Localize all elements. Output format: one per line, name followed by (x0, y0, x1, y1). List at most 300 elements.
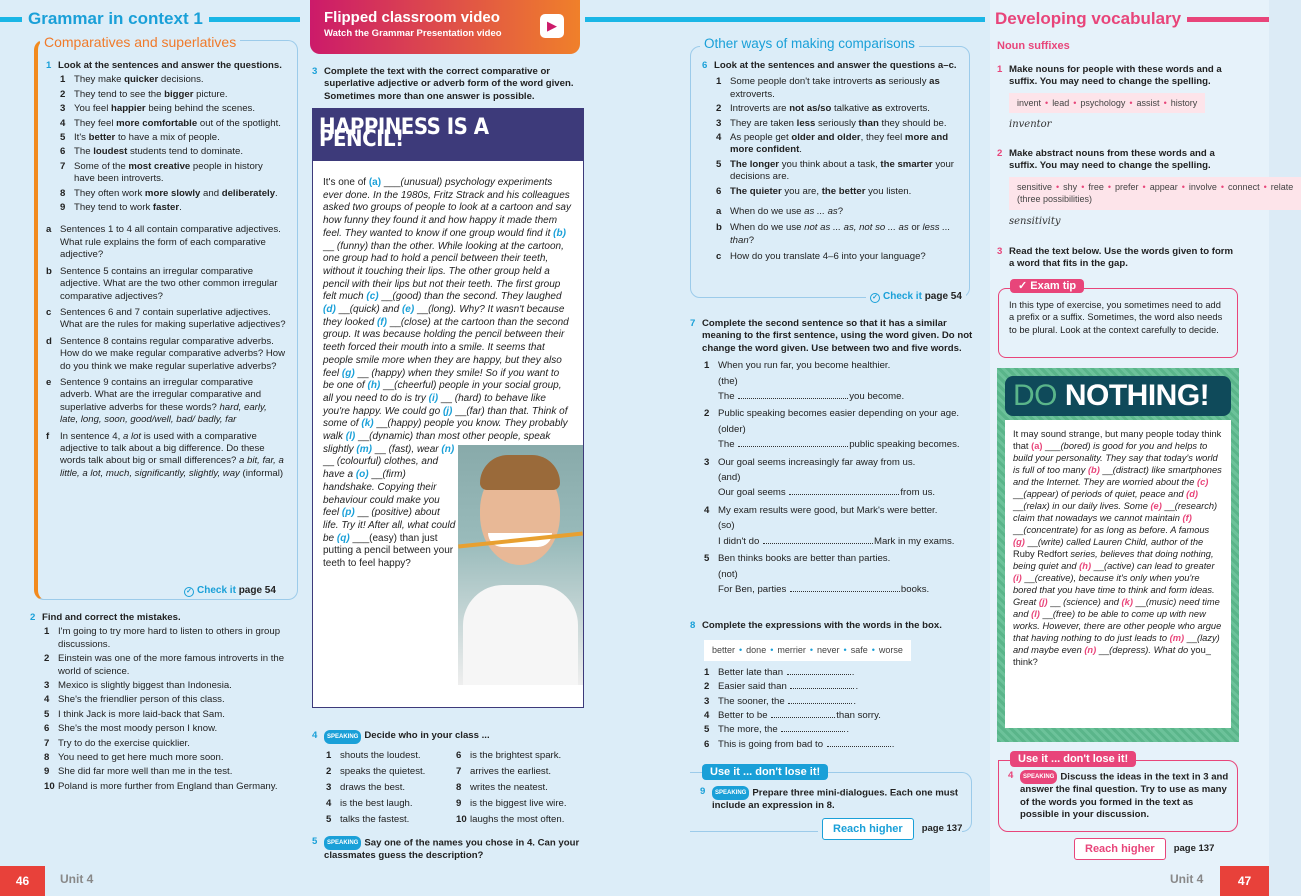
word-option: appear (1149, 181, 1178, 192)
first-sentence: My exam results were good, but Mark's were better. (718, 504, 938, 516)
item-number: 5 (60, 132, 66, 144)
question-text: Sentence 8 contains regular comparative adverbs. How do we make regular comparative adverbs? How do you think we make regular superlative adverbs? (60, 335, 286, 372)
question-letter: c (46, 306, 52, 318)
exercise-number: 3 (312, 66, 318, 77)
item-text: They are taken less seriously than they should be. (730, 117, 947, 129)
gap-label: (l) (1031, 609, 1040, 619)
expression-item (704, 667, 975, 679)
item-number: 7 (60, 160, 66, 172)
gap-label: (m) (1169, 633, 1185, 643)
item-number: 9 (44, 766, 50, 778)
item-number: 3 (326, 782, 332, 794)
exercise-6 (702, 60, 964, 268)
word-option: invent (1017, 97, 1042, 108)
speaking-item (456, 750, 586, 762)
word-box: invent • lead • psychology • assist • history (1009, 93, 1205, 113)
item-number: 9 (456, 798, 462, 810)
item-number: 3 (704, 695, 710, 707)
example-sentence (60, 132, 286, 144)
handwritten-answer: sensitivity (1009, 215, 1061, 227)
expression-item (704, 696, 975, 708)
item-text: arrives the earliest. (470, 766, 552, 778)
exam-tip-text: In this type of exercise, you sometimes need to add a prefix or a suffix. Sometimes, the word also needs to be plural. Look at the context carefully to decide. (1009, 300, 1223, 335)
word-option: worse (878, 645, 903, 656)
item-number: 9 (60, 202, 66, 214)
expression-item (704, 724, 975, 736)
gap-label: (g) (341, 367, 355, 379)
item-text: They tend to see the bigger picture. (74, 88, 228, 100)
transformation-item (704, 360, 975, 403)
reach-higher-button[interactable]: Reach higher (822, 818, 914, 840)
item-text: shouts the loudest. (340, 750, 421, 762)
subtitle: Noun suffixes (997, 40, 1070, 52)
question-text: Sentence 9 contains an irregular comparative adverb. What are the irregular comparative and superlative adverbs for these words? hard, early, late, long, soon, good/well, bad/ badly, far (60, 376, 267, 426)
item-text: They often work more slowly and deliberately. (74, 187, 278, 199)
expression-item (704, 710, 975, 722)
word-option: assist (1136, 97, 1160, 108)
item-number: 4 (44, 694, 50, 706)
instruction: Complete the expressions with the words in the box. (702, 620, 942, 631)
item-number: 1 (326, 750, 332, 762)
question-text: Sentence 5 contains an irregular comparative adjective. What are the two other common irregular comparative adjectives? (60, 265, 278, 302)
item-number: 8 (60, 187, 66, 199)
item-number: 4 (326, 798, 332, 810)
exercise-1 (46, 60, 286, 484)
word-option: never (817, 645, 840, 656)
instruction: Complete the second sentence so that it has a similar meaning to the first sentence, using the word given. Do not change the word given. Use between two and five words. (702, 318, 973, 354)
smiling-man-photo (458, 445, 583, 685)
question-letter: a (716, 206, 722, 218)
instruction: Make nouns for people with these words and a suffix. You may need to change the spelling. (1009, 64, 1222, 88)
item-number: 5 (44, 708, 50, 720)
item-number: 5 (716, 158, 722, 170)
divider (209, 17, 300, 22)
unit-label: Unit 4 (60, 872, 94, 886)
vocab-exercise-1 (997, 64, 1237, 132)
item-text: This is going from bad to . (718, 738, 895, 750)
item-number: 2 (704, 408, 710, 420)
page-number: 47 (1220, 866, 1269, 896)
item-text: I think Jack is more laid-back that Sam. (58, 708, 225, 720)
grammar-box-title: Comparatives and superlatives (40, 36, 240, 48)
item-number: 2 (44, 653, 50, 665)
question-letter: b (46, 265, 52, 277)
instruction: Complete the text with the correct comparative or superlative adjective or adverb form of the word given. Sometimes more than one answer is possible. (324, 66, 574, 102)
given-word: (older) (718, 423, 746, 435)
exercise-4 (312, 730, 587, 828)
exercise-number: 1 (46, 60, 52, 71)
exercise-7 (690, 318, 975, 601)
gap-label: (f) (376, 316, 387, 328)
mistake-sentence (44, 766, 295, 778)
gap-blank[interactable] (738, 439, 848, 447)
speaking-item (326, 782, 456, 794)
exercise-5 (312, 836, 587, 863)
check-page: page 54 (238, 585, 276, 596)
item-number: 4 (60, 117, 66, 129)
example-sentence (60, 74, 286, 86)
question-letter: c (716, 251, 722, 263)
second-sentence: The public speaking becomes. (718, 439, 960, 451)
mistake-sentence (44, 752, 295, 764)
use-it-label: Use it ... don't lose it! (1010, 751, 1136, 767)
word-option: safe (850, 645, 868, 656)
word-option: psychology (1080, 97, 1126, 108)
item-number: 1 (704, 666, 710, 678)
speaking-badge: SPEAKING (324, 730, 361, 744)
article-title: HAPPINESS IS A PENCIL! (313, 109, 583, 161)
item-number: 6 (44, 723, 50, 735)
question-text: Sentences 1 to 4 all contain comparative adjectives. What rule explains the form of each comparative adjective? (60, 224, 281, 261)
example-sentence (60, 118, 286, 130)
question (46, 266, 286, 303)
mistake-sentence (44, 723, 295, 735)
reach-higher-button[interactable]: Reach higher (1074, 838, 1166, 860)
instruction: Look at the sentences and answer the questions. (58, 60, 282, 71)
gap-label: (n) (1084, 645, 1097, 655)
gap-blank[interactable] (789, 487, 899, 495)
check-it-label: Check it (883, 291, 922, 302)
first-sentence: When you run far, you become healthier. (718, 360, 891, 372)
gap-label: (a) (1031, 441, 1043, 451)
item-text: writes the neatest. (470, 782, 548, 794)
gap-blank[interactable] (771, 710, 835, 718)
question-text: How do you translate 4–6 into your language? (730, 251, 926, 263)
play-video-icon[interactable]: ▶ (540, 14, 564, 38)
instruction: Discuss the ideas in the text in 3 and answer the final question. Try to use as many of the words you formed in the text as possible in your discussion. (1020, 771, 1229, 821)
item-text: Mexico is slightly biggest than Indonesia. (58, 680, 232, 692)
example-sentence (60, 103, 286, 115)
word-option: connect (1228, 181, 1260, 192)
first-sentence: Public speaking becomes easier depending on your age. (718, 408, 960, 420)
instruction: Find and correct the mistakes. (42, 612, 181, 623)
mistake-sentence (44, 680, 295, 692)
item-text: Poland is more further from England than Germany. (58, 780, 278, 792)
item-text: They tend to work faster. (74, 202, 182, 214)
example-sentence (716, 186, 964, 198)
reach-higher-link[interactable] (818, 818, 962, 840)
vocab-exercise-3 (997, 246, 1237, 271)
item-number: 3 (44, 680, 50, 692)
unit-label: Unit 4 (1170, 872, 1204, 886)
item-text: I'm going to try more hard to listen to others in group discussions. (58, 626, 281, 650)
speaking-item (326, 814, 456, 826)
item-number: 1 (60, 74, 66, 86)
second-sentence: I didn't do Mark in my exams. (718, 535, 955, 547)
gap-label: (i) (428, 392, 439, 404)
divider (0, 17, 22, 22)
mistake-sentence (44, 709, 295, 721)
item-text: Some people don't take introverts as seriously as extroverts. (730, 76, 940, 100)
first-sentence: Our goal seems increasingly far away from us. (718, 456, 916, 468)
section-title: Developing vocabulary (995, 8, 1182, 28)
question (46, 307, 286, 332)
gap-label: (o) (355, 469, 369, 481)
item-text: The more, the . (718, 724, 850, 736)
given-word: (the) (718, 375, 738, 387)
divider (585, 8, 985, 30)
article-do-nothing (997, 368, 1239, 742)
example-sentence (716, 159, 964, 184)
example-sentence (60, 146, 286, 158)
exam-tip-box (998, 288, 1238, 358)
item-text: She's the most moody person I know. (58, 723, 218, 735)
gap-label: (b) (553, 227, 566, 239)
article-text: It's one of (a) ___(unusual) psychology experiments ever done. In the 1980s, Fritz Strack and his colleagues asked two groups of people to look at a cartoon and say how funny they found it and how happy it made them feel. They wanted to know if one group would find it (b) __ (funny) than the other. While looking at the cartoon, one group had to hold a pencil between their teeth, without it touching their lips. The other group held a pencil with their lips but not their teeth. The first group felt much (c) __(good) than the second. They laughed (d) __(quick) and (e) __(long). Why? It wasn't because they looked (f) __(close) at the cartoon than the second group. It was because holding the pencil between their teeth forced their mouth into a smile. It seems that people smile more when they are happy, but they also feel (g) __ (happy) when they smile! So if you want to be one of (h) __(cheerful) people in your social group, all you need to do is try (i) __ (hard) to behave like you're happy. We could go (j) __(far) than that. Think of some of (k) __(happy) people you know. They probably walk (l) __(dynamic) than most other people, speak slightly (m) __ (fast), wear (n) __ (colourful) clothes, and have a (o) __(firm) handshake. Copying their behaviour could make you feel (p) __ (positive) about life. Try it! After all, what could be (q) ___(easy) than just putting a pencil between your teeth to feel happy? (323, 177, 571, 570)
item-text: is the brightest spark. (470, 750, 562, 762)
speaking-item (456, 766, 586, 778)
word-option: involve (1188, 181, 1217, 192)
word-option: sensitive (1017, 181, 1053, 192)
exercise-number: 8 (690, 620, 696, 631)
item-number: 6 (456, 750, 462, 762)
item-number: 3 (60, 103, 66, 115)
check-icon: ✓ (870, 293, 880, 303)
video-subtitle: Watch the Grammar Presentation video (324, 28, 502, 39)
example-sentence (60, 202, 286, 214)
comparisons-box-title: Other ways of making comparisons (700, 38, 919, 50)
exercise-2 (30, 612, 295, 795)
article-text: It may sound strange, but many people today think that (a) ___(bored) is good for you and helps to build your personality. They say that today's world is full of too many (b) __(distract) like smartphones and the Internet. They are worried about the (c) __(appear) of periods of quiet, peace and (d) __(relax) in our daily lives. Some (e) __(research) claim that nowadays we cannot maintain (f) __(concentrate) for as long as before. A famous (g) __(write) called Lauren Child, author of the Ruby Redfort series, believes that doing nothing, being quiet and (h) __(active) can lead to greater (i) __(creative), because it's only when you're bored that you have time to think and form ideas. Great (j) __ (science) and (k) __(music) need time and (l) __(free) to be able to come up with new works. However, there are other people who argue that having nothing to do just leads to (m) __(lazy) and maybe even (n) __(depress). What do you_ think? (1005, 420, 1231, 728)
gap-blank[interactable] (787, 667, 851, 675)
gap-label: (h) (367, 380, 381, 392)
item-number: 8 (44, 752, 50, 764)
speaking-badge: SPEAKING (324, 836, 361, 850)
item-number: 10 (456, 814, 467, 826)
exercise-9 (700, 786, 965, 813)
item-number: 2 (716, 103, 722, 115)
item-number: 10 (44, 780, 55, 792)
reach-page: page 137 (921, 823, 963, 834)
flipped-video-banner[interactable] (310, 0, 580, 54)
item-text: She's the friendlier person of this class. (58, 694, 225, 706)
exercise-number: 5 (312, 836, 318, 847)
speaking-item (456, 798, 586, 810)
item-text: Better late than . (718, 666, 855, 678)
item-text: Better to be than sorry. (718, 710, 881, 722)
item-text: laughs the most often. (470, 814, 565, 826)
item-text: The loudest students tend to dominate. (74, 146, 244, 158)
exercise-number: 2 (997, 148, 1003, 159)
word-option: done (746, 645, 767, 656)
check-it-link[interactable] (180, 585, 280, 597)
item-number: 3 (704, 456, 710, 468)
vocab-exercise-2 (997, 148, 1294, 228)
question (46, 224, 286, 261)
exam-tip-label: ✓ Exam tip (1010, 279, 1084, 293)
item-text: draws the best. (340, 782, 406, 794)
exercise-8 (690, 620, 975, 753)
gap-label: (q) (336, 532, 350, 544)
question (716, 251, 964, 263)
item-text: As people get older and older, they feel more and more confident. (730, 132, 949, 156)
gap-label: (i) (1013, 573, 1022, 583)
word-box: better • done • merrier • never • safe • worse (704, 640, 911, 660)
item-text: She did far more well than me in the test. (58, 766, 233, 778)
reach-page: page 137 (1173, 843, 1215, 854)
item-number: 6 (60, 146, 66, 158)
word-option: lead (1052, 97, 1070, 108)
check-icon: ✓ (184, 587, 194, 597)
example-sentence (716, 118, 964, 130)
expression-item (704, 739, 975, 751)
item-number: 5 (704, 724, 710, 736)
word-option: merrier (777, 645, 806, 656)
gap-label: (p) (341, 507, 355, 519)
exercise-number: 6 (702, 60, 708, 71)
question-text: In sentence 4, a lot is used with a comparative adjective to talk about a big difference. Do these words talk about big or small differences? a bit, far, a little, a lot, much, significantly, slightly, way (informal) (60, 430, 284, 479)
item-text: Some of the most creative people in history have been introverts. (74, 160, 263, 185)
item-number: 1 (716, 76, 722, 88)
gap-blank[interactable] (827, 739, 891, 747)
gap-label: (c) (1197, 477, 1209, 487)
item-text: You feel happier being behind the scenes. (74, 103, 256, 115)
second-sentence: For Ben, parties books. (718, 583, 930, 595)
example-sentence (716, 132, 964, 157)
item-number: 2 (704, 681, 710, 693)
question (716, 222, 964, 247)
item-number: 6 (716, 185, 722, 197)
question (46, 431, 286, 481)
question (46, 336, 286, 373)
gap-label: (f) (1182, 513, 1192, 523)
question (716, 206, 964, 218)
question-letter: e (46, 376, 52, 388)
question-letter: d (46, 335, 52, 347)
exercise-number: 1 (997, 64, 1003, 75)
given-word: (and) (718, 472, 741, 484)
transformation-item (704, 408, 975, 451)
gap-label: (h) (1079, 561, 1092, 571)
item-number: 5 (326, 814, 332, 826)
example-sentence (60, 188, 286, 200)
word-option: prefer (1115, 181, 1139, 192)
gap-label: (k) (1121, 597, 1133, 607)
instruction: Decide who in your class ... (364, 730, 490, 741)
use-it-label: Use it ... don't lose it! (702, 764, 828, 780)
gap-blank[interactable] (763, 536, 873, 544)
check-it-link[interactable] (866, 291, 966, 303)
gap-label: (l) (345, 431, 356, 443)
item-number: 5 (704, 553, 710, 565)
item-number: 2 (326, 766, 332, 778)
question-letter: a (46, 224, 52, 236)
expression-item (704, 681, 975, 693)
gap-label: (k) (361, 418, 374, 430)
item-text: They make quicker decisions. (74, 74, 204, 86)
question-letter: f (46, 430, 50, 442)
section-title: Grammar in context 1 (28, 8, 203, 28)
speaking-badge: SPEAKING (1020, 770, 1057, 784)
exercise-number: 2 (30, 612, 36, 623)
speaking-item (326, 798, 456, 810)
example-sentence (60, 89, 286, 101)
gap-label: (d) (323, 304, 336, 316)
question-text: When do we use as ... as? (730, 206, 844, 218)
gap-blank[interactable] (738, 391, 848, 399)
exercise-number: 9 (700, 786, 706, 797)
transformation-item (704, 457, 975, 500)
gap-blank[interactable] (790, 584, 900, 592)
item-text: It's better to have a mix of people. (74, 132, 220, 144)
word-option: better (712, 645, 736, 656)
item-text: Try to do the exercise quicklier. (58, 737, 190, 749)
exercise-number: 4 (1008, 770, 1014, 781)
gap-label: (e) (1150, 501, 1162, 511)
gap-label: (j) (442, 405, 453, 417)
item-text: speaks the quietest. (340, 766, 426, 778)
section-header (995, 8, 1269, 30)
item-text: Introverts are not as/so talkative as extroverts. (730, 103, 930, 115)
handwritten-answer: inventor (1009, 119, 1052, 131)
article-happiness (312, 108, 584, 708)
question-letter: b (716, 222, 722, 234)
example-sentence (60, 161, 286, 186)
gap-label: (m) (356, 443, 372, 455)
item-number: 4 (704, 504, 710, 516)
item-number: 4 (716, 132, 722, 144)
second-sentence: Our goal seems from us. (718, 487, 936, 499)
item-number: 8 (456, 782, 462, 794)
mistake-sentence (44, 626, 295, 651)
question-text: When do we use not as ... as, not so ... as or less ... than? (730, 222, 951, 246)
item-text: is the biggest live wire. (470, 798, 567, 810)
instruction: Look at the sentences and answer the questions a–c. (714, 60, 957, 71)
item-number: 1 (704, 360, 710, 372)
item-text: You need to get here much more soon. (58, 752, 224, 764)
transformation-item (704, 505, 975, 548)
gap-label: (d) (1186, 489, 1199, 499)
word-option: relate (three possibilities) (1017, 181, 1294, 205)
gap-label: (g) (1013, 537, 1025, 547)
instruction: Say one of the names you chose in 4. Can your classmates guess the description? (324, 837, 580, 862)
word-option: free (1088, 181, 1104, 192)
item-number: 1 (44, 626, 50, 638)
exercise-number: 3 (997, 246, 1003, 257)
word-option: shy (1063, 181, 1078, 192)
exercise-3 (312, 66, 587, 103)
instruction: Prepare three mini-dialogues. Each one must include an expression in 8. (712, 787, 959, 812)
word-box: sensitive • shy • free • prefer • appear • involve • connect • relate (three possibilities) (1009, 177, 1301, 210)
instruction: Read the text below. Use the words given to form a word that fits in the gap. (1009, 246, 1234, 270)
exercise-number: 4 (312, 730, 318, 741)
instruction: Make abstract nouns from these words and a suffix. You may need to change the spelling. (1009, 148, 1215, 172)
first-sentence: Ben thinks books are better than parties. (718, 553, 891, 565)
item-text: Einstein was one of the more famous introverts in the world of science. (58, 653, 285, 677)
gap-label: (c) (366, 291, 379, 303)
gap-blank[interactable] (788, 696, 852, 704)
article-title: DO NOTHING! (1005, 376, 1231, 416)
section-header (0, 8, 300, 30)
check-it-label: Check it (197, 585, 236, 596)
gap-label: (b) (1087, 465, 1100, 475)
gap-blank[interactable] (790, 681, 854, 689)
mistake-sentence (44, 694, 295, 706)
item-text: They feel more comfortable out of the spotlight. (74, 117, 281, 129)
gap-blank[interactable] (781, 724, 845, 732)
gap-label: (a) (368, 177, 382, 188)
item-number: 2 (60, 88, 66, 100)
second-sentence: The you become. (718, 391, 905, 403)
transformation-item (704, 553, 975, 596)
item-text: is the best laugh. (340, 798, 413, 810)
gap-label: (j) (1038, 597, 1048, 607)
reach-higher-link[interactable] (1070, 838, 1218, 860)
word-option: history (1170, 97, 1198, 108)
mistake-sentence (44, 653, 295, 678)
example-sentence (716, 76, 964, 101)
page-number: 46 (0, 866, 45, 896)
